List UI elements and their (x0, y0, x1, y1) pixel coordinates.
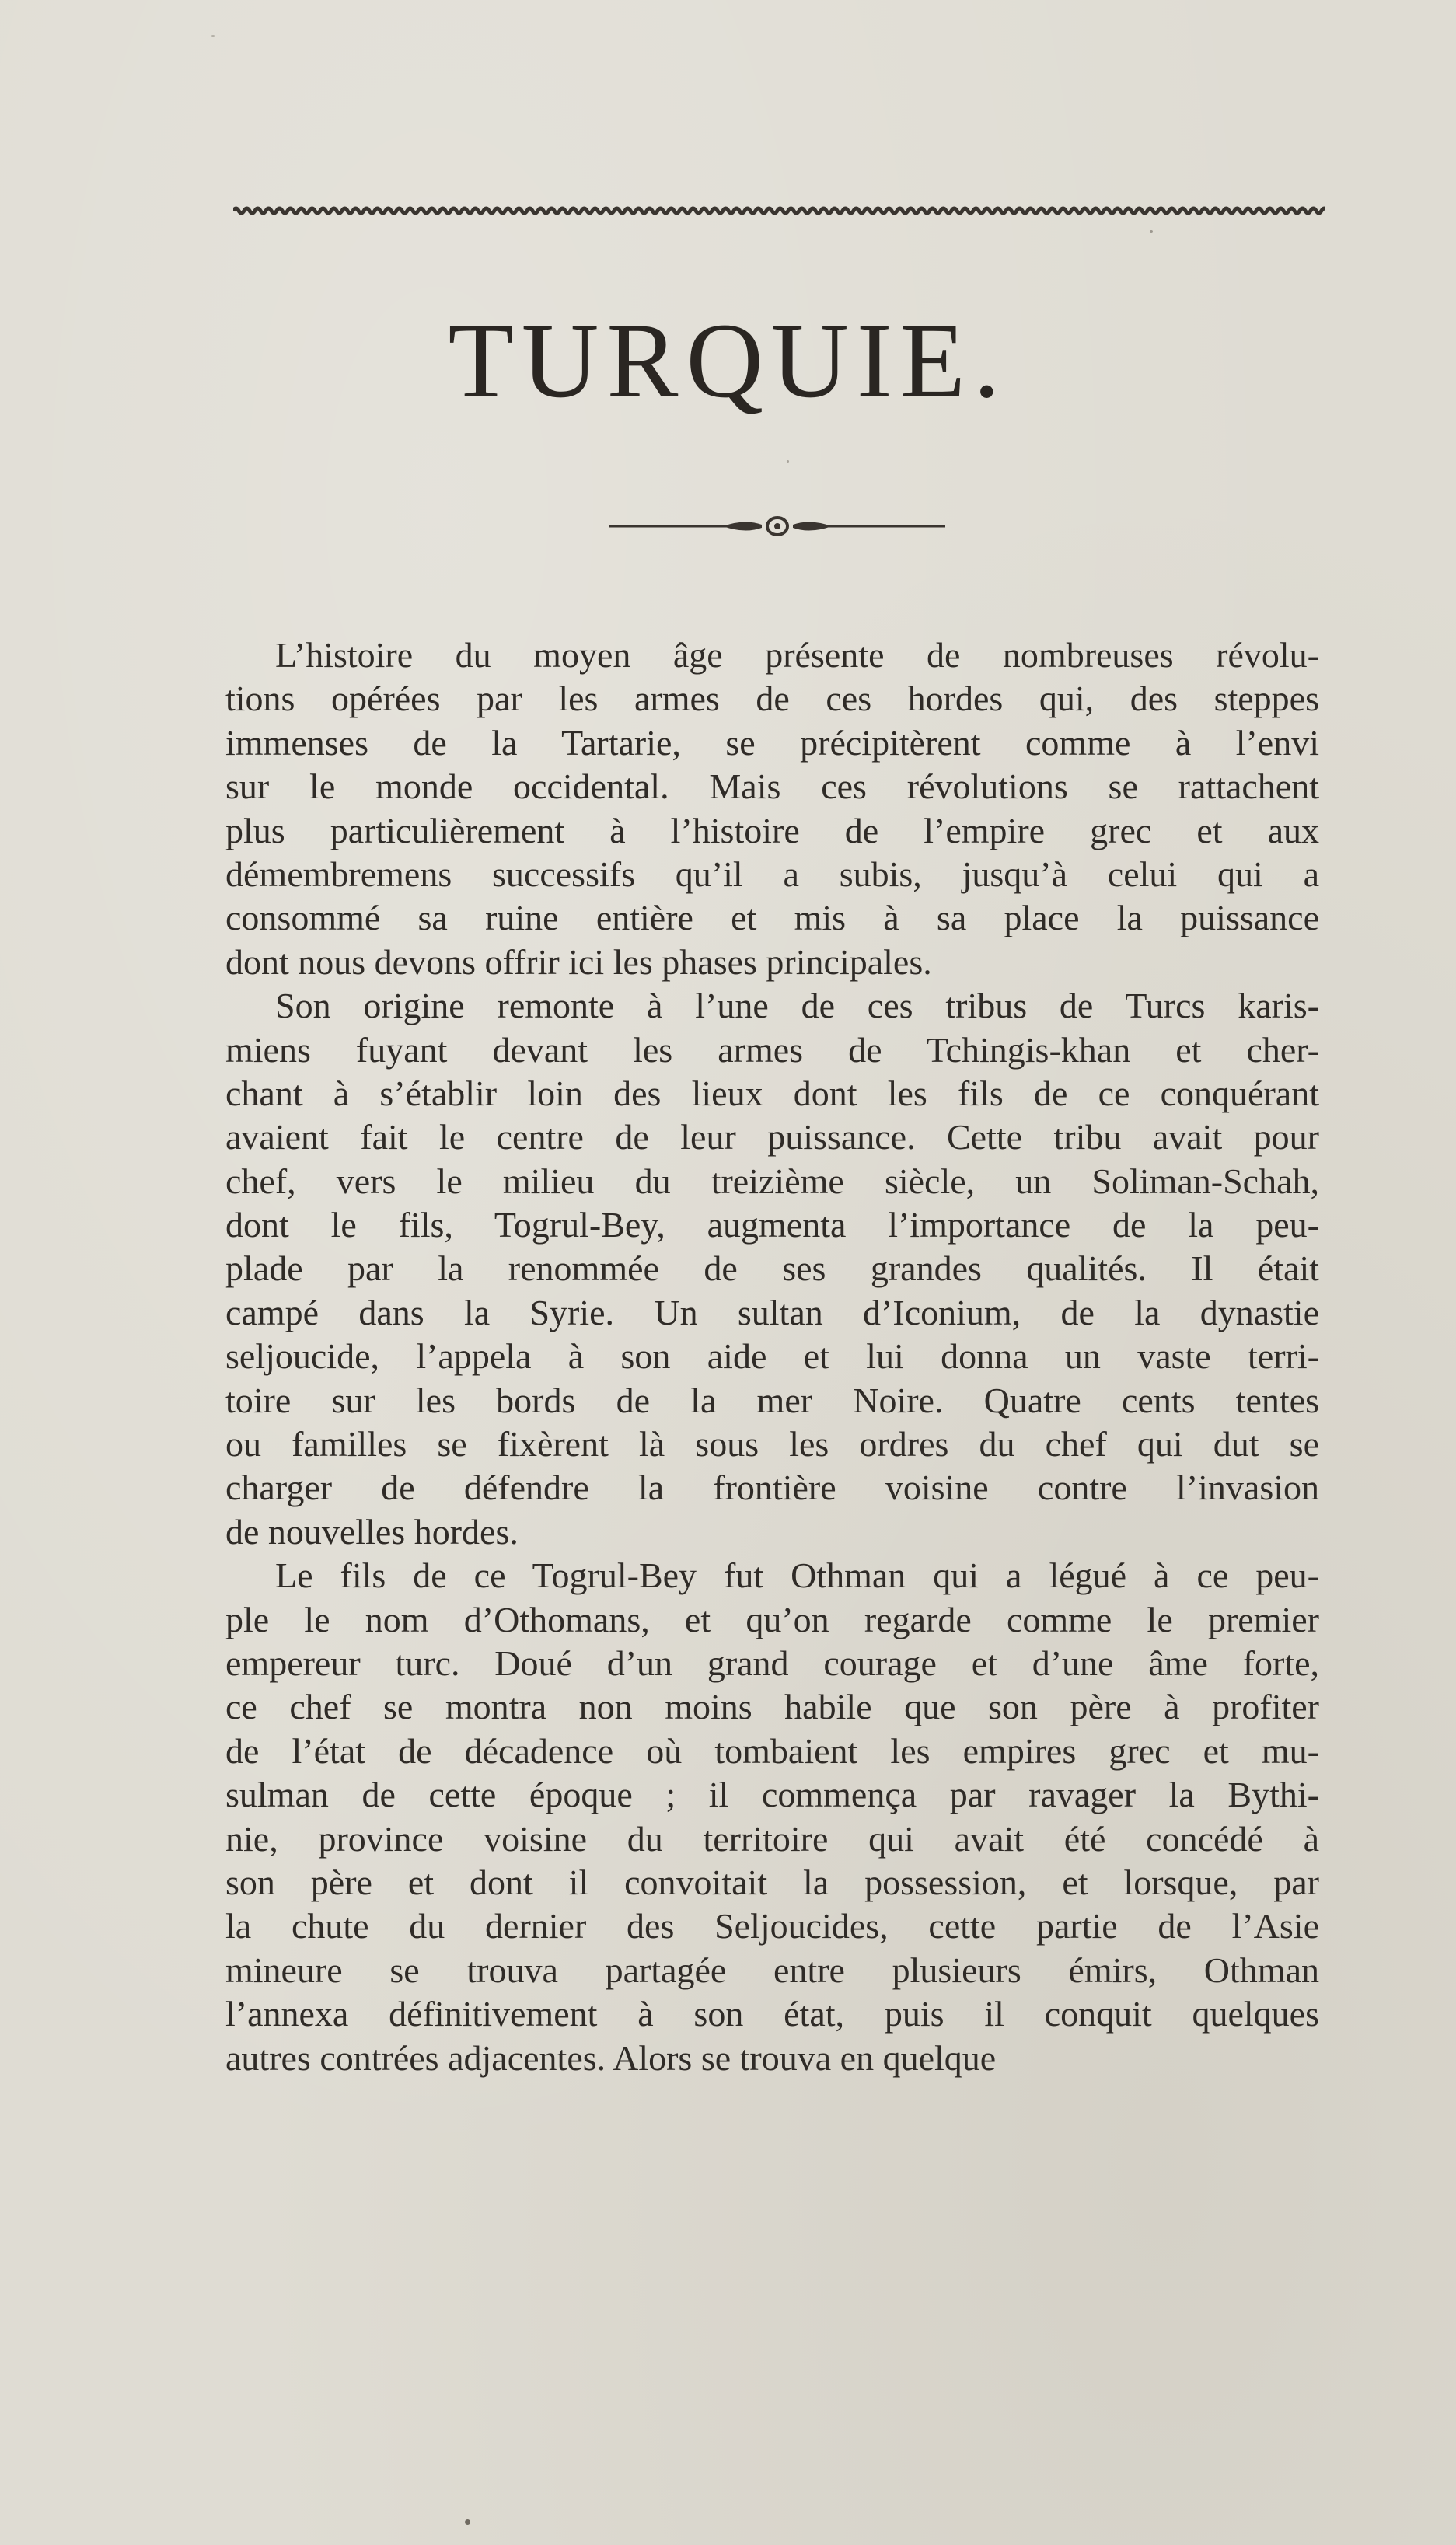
text-line: miens fuyant devant les armes de Tchingis-khan et cher- (225, 1029, 1319, 1070)
paragraph (225, 634, 1319, 984)
text-line: de nouvelles hordes. (225, 1511, 519, 1552)
text-line: L’histoire du moyen âge présente de nombreuses révolu- (275, 635, 1319, 675)
text-line: son père et dont il convoitait la possession, et lorsque, par (225, 1862, 1319, 1902)
text-line: mineure se trouva partagée entre plusieurs émirs, Othman (225, 1950, 1319, 1990)
text-line: dont le fils, Togrul-Bey, augmenta l’importance de la peu- (225, 1205, 1319, 1245)
text-line: plade par la renommée de ses grandes qualités. Il était (225, 1248, 1319, 1289)
text-line: Le fils de ce Togrul-Bey fut Othman qui a légué à ce peu- (275, 1555, 1319, 1596)
text-line: démembremens successifs qu’il a subis, jusqu’à celui qui a (225, 854, 1319, 894)
text-line: sulman de cette époque ; il commença par ravager la Bythi- (225, 1775, 1319, 1815)
text-line: de l’état de décadence où tombaient les empires grec et mu- (225, 1730, 1319, 1771)
ornamental-divider (606, 515, 948, 538)
text-line: chant à s’établir loin des lieux dont les fils de ce conquérant (225, 1073, 1319, 1113)
ornamental-border-rule (233, 201, 1325, 221)
text-line: autres contrées adjacentes. Alors se trouva en quelque (225, 2037, 997, 2078)
paper-speck (787, 460, 789, 463)
text-line: ple le nom d’Othomans, et qu’on regarde comme le premier (225, 1599, 1319, 1639)
text-line: ce chef se montra non moins habile que son père à profiter (225, 1687, 1319, 1727)
body-text (225, 634, 1319, 2080)
text-line: tions opérées par les armes de ces hordes qui, des steppes (225, 679, 1319, 719)
paragraph (225, 984, 1319, 1554)
text-line: Son origine remonte à l’une de ces tribus de Turcs karis- (275, 986, 1319, 1026)
text-line: toire sur les bords de la mer Noire. Quatre cents tentes (225, 1380, 1319, 1420)
paper-speck (465, 2519, 470, 2525)
text-line: l’annexa définitivement à son état, puis il conquit quelques (225, 1994, 1319, 2034)
text-line: immenses de la Tartarie, se précipitèrent comme à l’envi (225, 722, 1319, 763)
page-title: TURQUIE. (448, 301, 1008, 420)
text-line: avaient fait le centre de leur puissance. Cette tribu avait pour (225, 1117, 1319, 1157)
paragraph (225, 1554, 1319, 2080)
text-line: sur le monde occidental. Mais ces révolutions se rattachent (225, 766, 1319, 807)
text-line: chef, vers le milieu du treizième siècle, un Soliman-Schah, (225, 1161, 1319, 1201)
text-line: charger de défendre la frontière voisine contre l’invasion (225, 1468, 1319, 1508)
text-line: la chute du dernier des Seljoucides, cette partie de l’Asie (225, 1906, 1319, 1946)
text-line: empereur turc. Doué d’un grand courage et d’une âme forte, (225, 1643, 1319, 1683)
text-line: dont nous devons offrir ici les phases principales. (225, 941, 932, 982)
text-line: plus particulièrement à l’histoire de l’empire grec et aux (225, 810, 1319, 850)
text-line: campé dans la Syrie. Un sultan d’Iconium, de la dynastie (225, 1292, 1319, 1332)
paper-speck (211, 35, 215, 37)
text-line: seljoucide, l’appela à son aide et lui donna un vaste terri- (225, 1336, 1319, 1377)
paper-speck (1150, 230, 1153, 233)
text-line: ou familles se fixèrent là sous les ordres du chef qui dut se (225, 1424, 1319, 1465)
text-line: consommé sa ruine entière et mis à sa place la puissance (225, 898, 1319, 938)
text-line: nie, province voisine du territoire qui avait été concédé à (225, 1818, 1319, 1859)
